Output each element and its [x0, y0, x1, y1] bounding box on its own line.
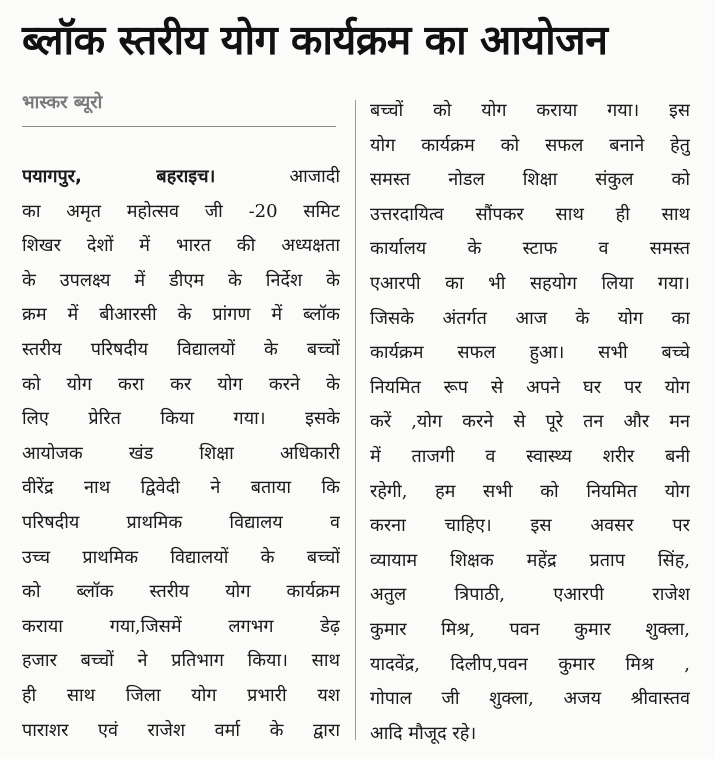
article-line: जिसके अंतर्गत आज के योग का	[370, 307, 690, 329]
article-line: यादवेंद्र, दिलीप,पवन कुमार मिश्र ,	[370, 653, 690, 675]
article-line: लिए प्रेरित किया गया। इसके	[22, 408, 340, 430]
article-line: रहेगी, हम सभी को नियमित योग	[370, 480, 690, 502]
article-line: करना चाहिए। इस अवसर पर	[370, 515, 690, 537]
article-line: शिखर देशों में भारत की अध्यक्षता	[22, 235, 340, 257]
article-line: का अमृत महोत्सव जी -20 समिट	[22, 200, 340, 222]
article-line: के उपलक्ष्य में डीएम के निर्देश के	[22, 269, 340, 291]
article-line: आदि मौजूद रहे।	[370, 722, 477, 744]
article-line: अतुल त्रिपाठी, एआरपी राजेश	[370, 584, 690, 606]
article-line: क्रम में बीआरसी के प्रांगण में ब्लॉक	[22, 304, 340, 326]
article-line: योग कार्यक्रम को सफल बनाने हेतु	[370, 134, 690, 156]
article-line: हजार बच्चों ने प्रतिभाग किया। साथ	[22, 650, 340, 672]
column-divider	[355, 100, 356, 740]
article-line: में ताजगी व स्वास्थ्य शरीर बनी	[370, 445, 690, 467]
article-line-text: आजादी	[215, 166, 340, 187]
article-line: वीरेंद्र नाथ द्विवेदी ने बताया कि	[22, 477, 340, 499]
dateline: पयागपुर, बहराइच।	[22, 166, 216, 187]
byline-rule	[22, 126, 336, 127]
article-line: पाराशर एवं राजेश वर्मा के द्वारा	[22, 719, 340, 741]
article-line: नियमित रूप से अपने घर पर योग	[370, 376, 690, 398]
article-line: एआरपी का भी सहयोग लिया गया।	[370, 272, 690, 294]
article-line: उत्तरदायित्व सौंपकर साथ ही साथ	[370, 203, 690, 225]
article-line	[22, 160, 340, 195]
article-line: आयोजक खंड शिक्षा अधिकारी	[22, 442, 340, 464]
article-line: समस्त नोडल शिक्षा संकुल को	[370, 169, 690, 191]
article-line: परिषदीय प्राथमिक विद्यालय व	[22, 511, 340, 533]
article-line: गोपाल जी शुक्ला, अजय श्रीवास्तव	[370, 688, 690, 710]
article-line: ही साथ जिला योग प्रभारी यश	[22, 684, 340, 706]
article-line: कार्यक्रम सफल हुआ। सभी बच्चे	[370, 342, 690, 364]
article-line: को ब्लॉक स्तरीय योग कार्यक्रम	[22, 581, 340, 603]
article-line: कुमार मिश्र, पवन कुमार शुक्ला,	[370, 618, 690, 640]
article-line: को योग करा कर योग करने के	[22, 373, 340, 395]
article-line: व्यायाम शिक्षक महेंद्र प्रताप सिंह,	[370, 549, 690, 571]
article-line: करें ,योग करने से पूरे तन और मन	[370, 411, 690, 433]
headline: ब्लॉक स्तरीय योग कार्यक्रम का आयोजन	[22, 16, 608, 64]
article-line: उच्च प्राथमिक विद्यालयों के बच्चों	[22, 546, 340, 568]
article-column-right	[370, 94, 690, 751]
article-column-left	[22, 160, 340, 748]
byline: भास्कर ब्यूरो	[22, 92, 103, 113]
article-line: बच्चों को योग कराया गया। इस	[370, 100, 690, 121]
article-line: कराया गया,जिसमें लगभग डेढ़	[22, 615, 340, 637]
article-line: कार्यालय के स्टाफ व समस्त	[370, 238, 690, 260]
article-line: स्तरीय परिषदीय विद्यालयों के बच्चों	[22, 338, 340, 360]
